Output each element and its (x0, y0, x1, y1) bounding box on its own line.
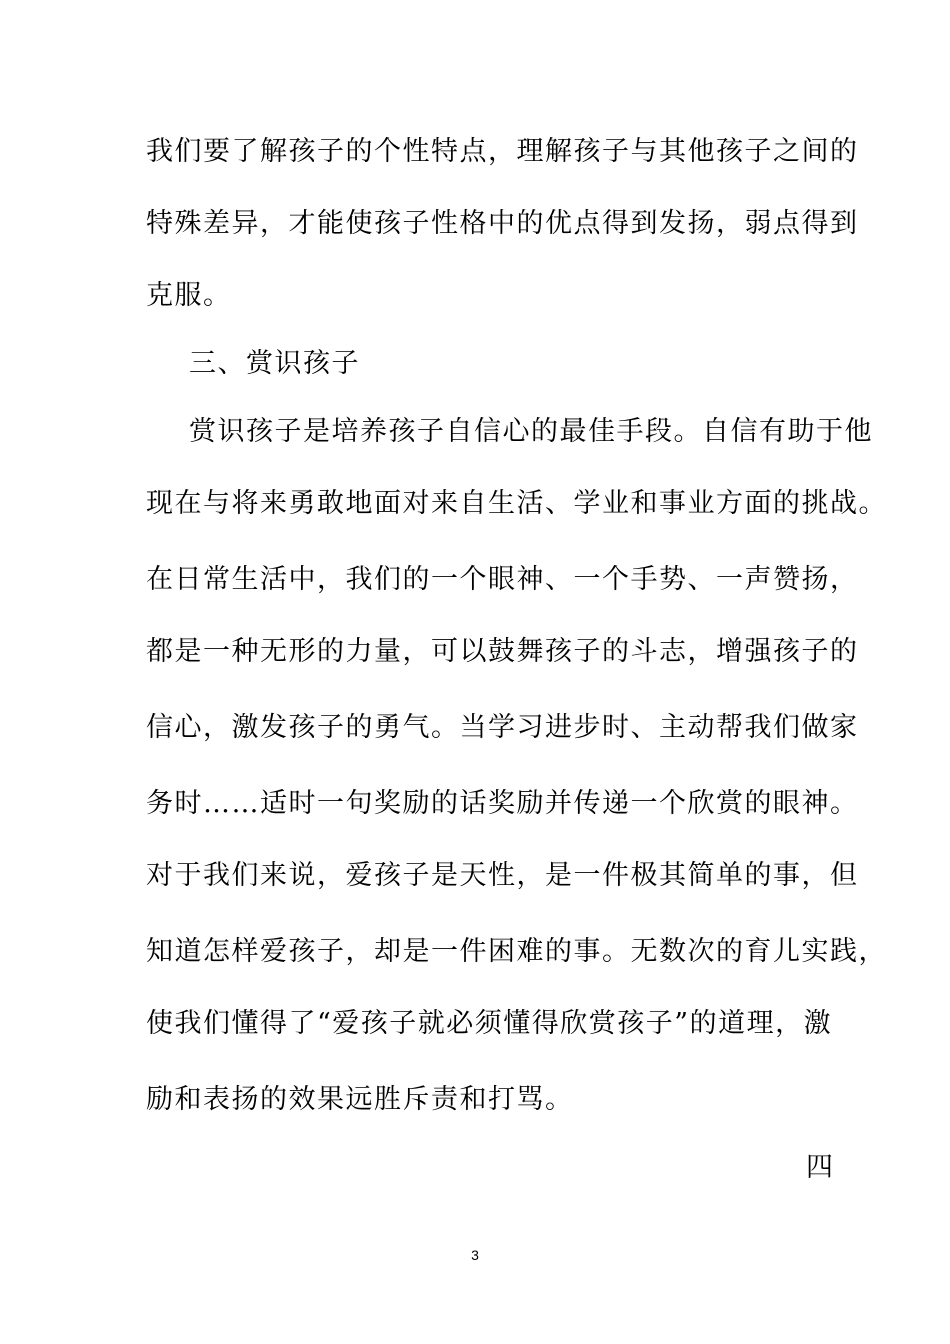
text-line: 赏识孩子是培养孩子自信心的最佳手段。自信有助于他 (189, 416, 873, 447)
text-line: 对于我们来说，爱孩子是天性，是一件极其简单的事，但 (146, 860, 859, 891)
section-heading-start: 四 (806, 1152, 835, 1183)
text-line: 都是一种无形的力量，可以鼓舞孩子的斗志，增强孩子的 (146, 636, 859, 667)
text-line: 务时……适时一句奖励的话奖励并传递一个欣赏的眼神。 (146, 788, 859, 819)
text-line: 在日常生活中，我们的一个眼神、一个手势、一声赞扬， (146, 564, 859, 595)
text-line: 我们要了解孩子的个性特点，理解孩子与其他孩子之间的 (146, 136, 859, 167)
section-heading: 三、赏识孩子 (189, 348, 360, 379)
text-line: 克服。 (146, 280, 232, 311)
text-line: 信心，激发孩子的勇气。当学习进步时、主动帮我们做家 (146, 712, 859, 743)
text-line: 知道怎样爱孩子，却是一件困难的事。无数次的育儿实践， (146, 936, 887, 967)
text-line: 现在与将来勇敢地面对来自生活、学业和事业方面的挑战。 (146, 488, 887, 519)
text-line: 励和表扬的效果远胜斥责和打骂。 (146, 1084, 574, 1115)
text-line: 特殊差异，才能使孩子性格中的优点得到发扬，弱点得到 (146, 208, 859, 239)
page-number: 3 (471, 1247, 479, 1263)
text-line: 使我们懂得了“爱孩子就必须懂得欣赏孩子”的道理，激 (146, 1008, 833, 1039)
